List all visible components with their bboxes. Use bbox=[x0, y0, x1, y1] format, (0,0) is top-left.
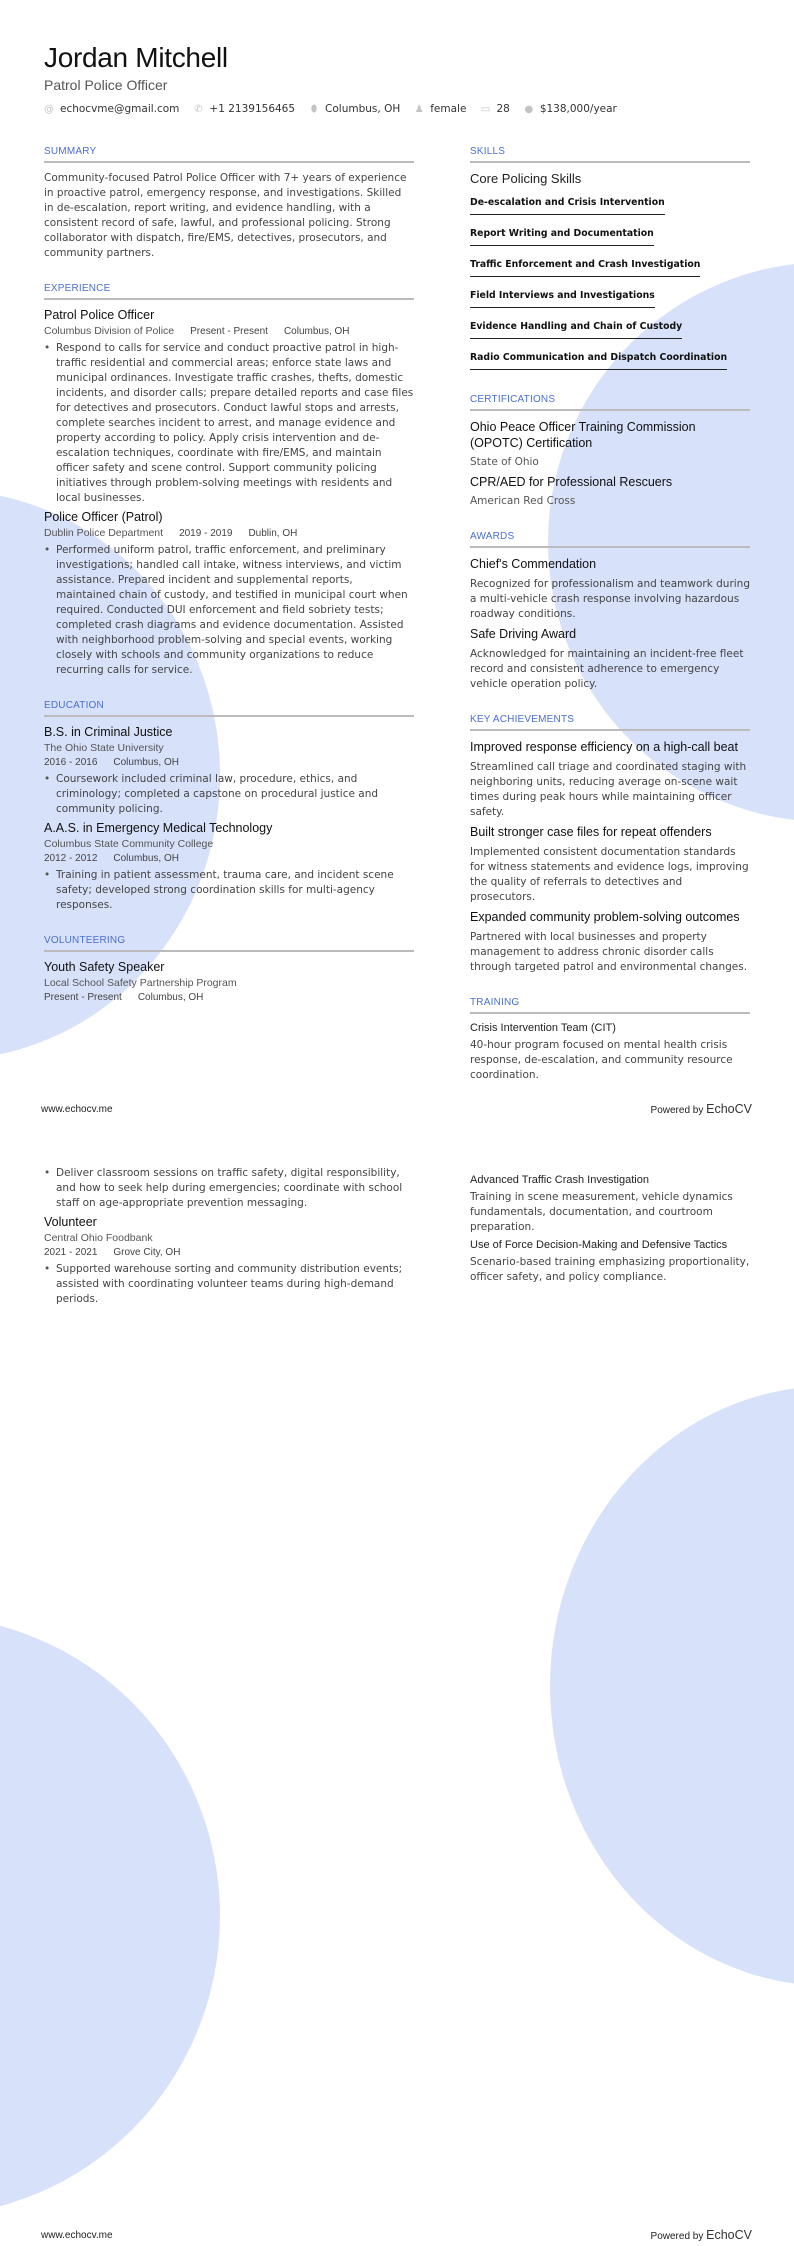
volunteering-section bbox=[44, 935, 414, 1003]
section-heading-training: TRAINING bbox=[470, 997, 750, 1014]
contact-email-value: echocvme@gmail.com bbox=[60, 103, 180, 115]
education-location: Columbus, OH bbox=[113, 757, 179, 768]
awards-section bbox=[470, 531, 750, 692]
training-section bbox=[470, 997, 750, 1083]
footer-powered-by[interactable] bbox=[651, 2228, 752, 2242]
certification-issuer: American Red Cross bbox=[470, 495, 576, 507]
training-description: Training in scene measurement, vehicle dynamics fundamentals, documentation, and courtroom preparation. bbox=[470, 1191, 733, 1233]
volunteer-location: Columbus, OH bbox=[137, 992, 204, 1003]
volunteer-location: Grove City, OH bbox=[113, 1247, 181, 1258]
certification-title: Ohio Peace Officer Training Commission (OPOTC) Certification bbox=[470, 420, 696, 450]
contact-location bbox=[309, 103, 400, 115]
contact-salary-value: $138,000/year bbox=[539, 103, 617, 115]
volunteer-org bbox=[44, 977, 414, 989]
achievement-title: Built stronger case files for repeat offenders bbox=[470, 825, 712, 839]
footer-website-link[interactable]: www.echocv.me bbox=[41, 2230, 113, 2241]
degree: A.A.S. in Emergency Medical Technology bbox=[44, 821, 273, 835]
section-heading-summary: SUMMARY bbox=[44, 146, 414, 163]
powered-by-label: Powered by bbox=[650, 2231, 704, 2242]
contact-age-value: 28 bbox=[496, 103, 510, 115]
training-title: Advanced Traffic Crash Investigation bbox=[470, 1174, 649, 1186]
footer-website-link[interactable]: www.echocv.me bbox=[41, 1104, 113, 1115]
volunteer-dates: Present - Present bbox=[44, 992, 122, 1003]
achievement-title: Expanded community problem-solving outcomes bbox=[470, 910, 740, 924]
training-title: Use of Force Decision-Making and Defensive Tactics bbox=[470, 1239, 728, 1251]
job-location: Dublin, OH bbox=[248, 528, 298, 539]
footer-powered-by[interactable] bbox=[651, 1102, 752, 1116]
job-title: Patrol Police Officer bbox=[44, 308, 155, 322]
calendar-icon: ▭ bbox=[480, 103, 491, 115]
experience-section bbox=[44, 283, 414, 678]
award-description: Acknowledged for maintaining an incident-free fleet record and consistent adherence to emergency vehicle operation policy. bbox=[470, 648, 744, 690]
school bbox=[44, 838, 414, 850]
section-heading-certifications: CERTIFICATIONS bbox=[470, 394, 750, 411]
powered-by-label: Powered by bbox=[650, 1105, 704, 1116]
volunteer-meta bbox=[44, 992, 414, 1003]
brand-name: EchoCV bbox=[706, 2228, 752, 2242]
training-title: Crisis Intervention Team (CIT) bbox=[470, 1022, 616, 1034]
contact-bar bbox=[44, 103, 631, 115]
left-column-continued bbox=[44, 1162, 414, 1307]
skill-item: Evidence Handling and Chain of Custody bbox=[470, 321, 682, 339]
candidate-name: Jordan Mitchell bbox=[44, 42, 228, 73]
job-bullet: • Respond to calls for service and conduct proactive patrol in high-traffic residential and commercial areas; enforce state laws and municipal ordinances. Investigate traffic crashes, thefts, domestic incidents, and disorder calls; prepare detailed reports and case files for detectives and prosecutors. Conduct lawful stops and arrests, complete searches incident to arrest, and manage evidence and property according to policy. Apply crisis intervention and de-escalation techniques, coordinate with fire/EMS, and maintain officer safety and scene control. Support community policing initiatives through problem-solving meetings with residents and local businesses. bbox=[44, 341, 414, 506]
summary-text: Community-focused Patrol Police Officer with 7+ years of experience in proactive patrol, emergency response, and investigations. Skilled in de-escalation, report writing, and evidence handling, with a consistent record of safe, lawful, and professional policing. Strong collaborator with dispatch, fire/EMS, detectives, prosecutors, and community partners. bbox=[44, 172, 407, 259]
job-bullets bbox=[44, 543, 414, 678]
volunteer-bullets bbox=[44, 1262, 414, 1307]
right-column bbox=[470, 146, 750, 1083]
phone-icon: ✆ bbox=[194, 103, 203, 115]
education-meta bbox=[44, 853, 414, 864]
skill-item: Radio Communication and Dispatch Coordination bbox=[470, 352, 727, 370]
contact-phone-value: +1 2139156465 bbox=[209, 103, 296, 115]
employer: Columbus Division of Police bbox=[44, 325, 175, 337]
skills-section bbox=[470, 146, 750, 376]
education-dates: 2012 - 2012 bbox=[44, 853, 98, 864]
education-meta bbox=[44, 757, 414, 768]
education-item bbox=[44, 821, 414, 913]
achievement-description: Streamlined call triage and coordinated staging with neighboring units, reducing average on-scene wait times during peak hours while maintaining officer safety. bbox=[470, 761, 747, 818]
achievements-section bbox=[470, 714, 750, 975]
certification-issuer: State of Ohio bbox=[470, 456, 539, 468]
contact-phone[interactable] bbox=[193, 103, 295, 115]
contact-email[interactable] bbox=[44, 103, 179, 115]
skill-item: Field Interviews and Investigations bbox=[470, 290, 655, 308]
brand-name: EchoCV bbox=[706, 1102, 752, 1116]
location-pin-icon: ⬮ bbox=[310, 103, 318, 115]
education-bullet: • Training in patient assessment, trauma care, and incident scene safety; developed strong coordination skills for multi-agency responses. bbox=[44, 868, 414, 913]
award-description: Recognized for professionalism and teamwork during a multi-vehicle crash response involving hazardous roadway conditions. bbox=[470, 578, 750, 620]
section-heading-education: EDUCATION bbox=[44, 700, 414, 717]
contact-age bbox=[480, 103, 509, 115]
section-heading-volunteering: VOLUNTEERING bbox=[44, 935, 414, 952]
degree: B.S. in Criminal Justice bbox=[44, 725, 173, 739]
contact-location-value: Columbus, OH bbox=[325, 103, 401, 115]
education-item bbox=[44, 725, 414, 817]
employer: Dublin Police Department bbox=[44, 527, 164, 539]
job-bullets bbox=[44, 341, 414, 506]
education-bullet: • Coursework included criminal law, procedure, ethics, and criminology; completed a capstone on procedural justice and community policing. bbox=[44, 772, 414, 817]
person-icon: ♟ bbox=[414, 103, 424, 115]
education-dates: 2016 - 2016 bbox=[44, 757, 98, 768]
school-name: The Ohio State University bbox=[44, 742, 164, 754]
volunteer-role: Volunteer bbox=[44, 1215, 97, 1229]
contact-salary bbox=[524, 103, 617, 115]
right-column-continued bbox=[470, 1170, 750, 1285]
training-description: Scenario-based training emphasizing proportionality, officer safety, and policy compliance. bbox=[470, 1256, 750, 1283]
achievement-description: Implemented consistent documentation standards for witness statements and evidence logs, improving the quality of referrals to detectives and prosecutors. bbox=[470, 846, 749, 903]
job-meta bbox=[44, 527, 414, 539]
award-title: Chief's Commendation bbox=[470, 557, 597, 571]
volunteer-bullet: • Deliver classroom sessions on traffic safety, digital responsibility, and how to seek help during emergencies; coordinate with school staff on age-appropriate prevention messaging. bbox=[44, 1166, 414, 1211]
left-column bbox=[44, 146, 414, 1003]
section-heading-achievements: KEY ACHIEVEMENTS bbox=[470, 714, 750, 731]
certifications-section bbox=[470, 394, 750, 507]
school-name: Columbus State Community College bbox=[44, 838, 214, 850]
volunteer-meta bbox=[44, 1247, 414, 1258]
volunteer-org-name: Central Ohio Foodbank bbox=[44, 1232, 153, 1244]
education-bullets bbox=[44, 868, 414, 913]
volunteer-bullet: • Supported warehouse sorting and community distribution events; assisted with coordinating volunteer teams during high-demand periods. bbox=[44, 1262, 414, 1307]
at-icon: @ bbox=[44, 103, 54, 115]
volunteer-bullets bbox=[44, 1166, 414, 1211]
education-bullets bbox=[44, 772, 414, 817]
volunteer-org bbox=[44, 1232, 414, 1244]
decorative-circle-left bbox=[0, 1616, 220, 2216]
candidate-title: Patrol Police Officer bbox=[44, 77, 168, 93]
job-dates: Present - Present bbox=[190, 326, 268, 337]
skill-item: Report Writing and Documentation bbox=[470, 228, 654, 246]
education-location: Columbus, OH bbox=[113, 853, 179, 864]
job-title: Police Officer (Patrol) bbox=[44, 510, 163, 524]
volunteering-item bbox=[44, 960, 414, 1003]
skill-group-title: Core Policing Skills bbox=[470, 171, 582, 186]
education-section bbox=[44, 700, 414, 913]
school bbox=[44, 742, 414, 754]
job-location: Columbus, OH bbox=[283, 326, 350, 337]
section-heading-skills: SKILLS bbox=[470, 146, 750, 163]
volunteer-dates: 2021 - 2021 bbox=[44, 1247, 98, 1258]
section-heading-experience: EXPERIENCE bbox=[44, 283, 414, 300]
experience-item bbox=[44, 510, 414, 678]
volunteering-item bbox=[44, 1215, 414, 1307]
experience-item bbox=[44, 308, 414, 506]
resume-page-2 bbox=[0, 1126, 794, 2246]
job-dates: 2019 - 2019 bbox=[179, 528, 233, 539]
training-description: 40-hour program focused on mental health crisis response, de-escalation, and community resource coordination. bbox=[470, 1039, 733, 1081]
job-meta bbox=[44, 325, 414, 337]
volunteer-org-name: Local School Safety Partnership Program bbox=[44, 977, 237, 989]
salary-icon: ● bbox=[524, 103, 534, 115]
skill-item: Traffic Enforcement and Crash Investigation bbox=[470, 259, 700, 277]
contact-gender-value: female bbox=[430, 103, 467, 115]
section-heading-awards: AWARDS bbox=[470, 531, 750, 548]
award-title: Safe Driving Award bbox=[470, 627, 577, 641]
volunteer-role: Youth Safety Speaker bbox=[44, 960, 165, 974]
contact-gender bbox=[414, 103, 466, 115]
certification-title: CPR/AED for Professional Rescuers bbox=[470, 475, 673, 489]
summary-section bbox=[44, 146, 414, 261]
job-bullet: • Performed uniform patrol, traffic enforcement, and preliminary investigations; handled call intake, witness interviews, and victim assistance. Prepared incident and supplemental reports, maintained chain of custody, and testified in municipal court when required. Conducted DUI enforcement and field sobriety tests; completed crash diagrams and evidence documentation. Assisted with neighborhood problem-solving and special events, working closely with schools and community organizations to reduce recurring calls for service. bbox=[44, 543, 414, 678]
decorative-circle-right bbox=[550, 1386, 794, 1986]
achievement-title: Improved response efficiency on a high-call beat bbox=[470, 740, 738, 754]
skill-item: De-escalation and Crisis Intervention bbox=[470, 197, 665, 215]
achievement-description: Partnered with local businesses and property management to address chronic disorder calls through targeted patrol and environmental changes. bbox=[470, 931, 748, 973]
